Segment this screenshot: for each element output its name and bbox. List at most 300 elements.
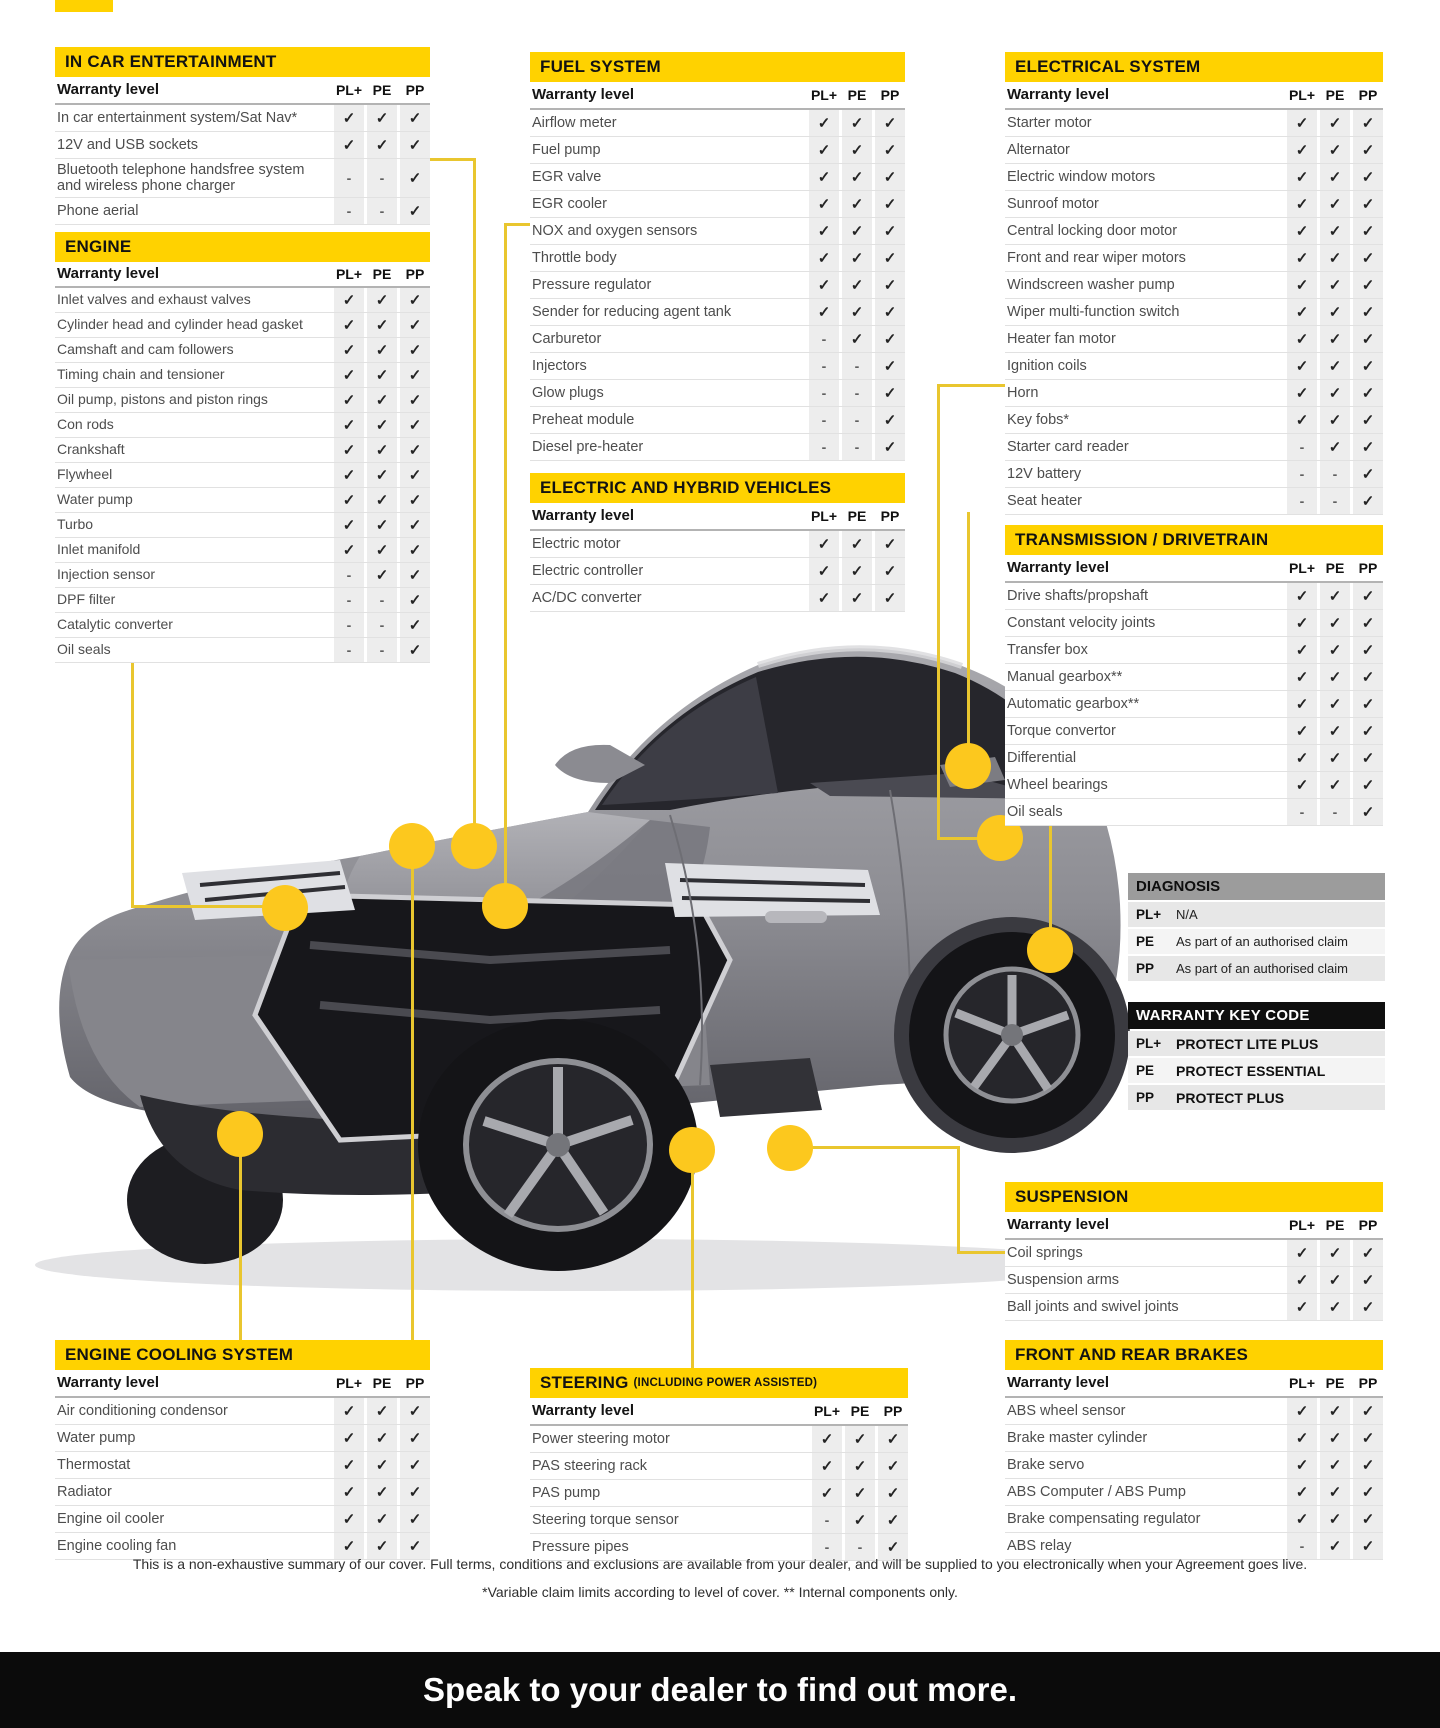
table-row [530, 1453, 908, 1480]
check-mark-icon: ✓ [334, 388, 364, 412]
column-label-PE: PE [850, 1403, 870, 1419]
diagnosis-text: As part of an authorised claim [1176, 934, 1348, 949]
column-label-PP: PP [880, 508, 900, 524]
table-row [1005, 1398, 1383, 1425]
not-covered-mark: - [809, 407, 839, 433]
table-title: ELECTRICAL SYSTEM [1015, 57, 1201, 76]
connector-line [504, 223, 507, 908]
row-label: ABS relay [1007, 1537, 1072, 1554]
table-row [530, 299, 905, 326]
table-row [1005, 1240, 1383, 1267]
check-mark-icon: ✓ [845, 1480, 875, 1506]
row-label: PAS steering rack [532, 1457, 647, 1474]
check-mark-icon: ✓ [400, 1506, 430, 1532]
front-hub [546, 1133, 570, 1157]
row-label: Drive shafts/propshaft [1007, 587, 1149, 604]
connector-line [473, 158, 476, 848]
check-mark-icon: ✓ [1287, 610, 1317, 636]
check-mark-icon: ✓ [400, 1425, 430, 1451]
check-mark-icon: ✓ [334, 1506, 364, 1532]
check-mark-icon: ✓ [842, 531, 872, 557]
check-mark-icon: ✓ [1320, 610, 1350, 636]
check-mark-icon: ✓ [809, 110, 839, 136]
table-row [530, 272, 905, 299]
check-mark-icon: ✓ [1353, 461, 1383, 487]
check-mark-icon: ✓ [1287, 191, 1317, 217]
table-in-car-entertainment [55, 47, 430, 225]
check-mark-icon: ✓ [1353, 407, 1383, 433]
column-label-PL+: PL+ [335, 1375, 363, 1391]
connector-line [937, 384, 940, 840]
table-row [1005, 137, 1383, 164]
row-label: Cylinder head and cylinder head gasket [57, 316, 303, 333]
table-row [1005, 772, 1383, 799]
not-covered-mark: - [1287, 799, 1317, 825]
table-row [55, 159, 430, 198]
check-mark-icon: ✓ [367, 538, 397, 562]
table-title: ENGINE COOLING SYSTEM [65, 1345, 294, 1364]
diagnosis-panel [1128, 873, 1385, 981]
row-label: Diesel pre-heater [532, 438, 644, 455]
not-covered-mark: - [1320, 461, 1350, 487]
check-mark-icon: ✓ [1320, 691, 1350, 717]
check-mark-icon: ✓ [1353, 110, 1383, 136]
check-mark-icon: ✓ [809, 272, 839, 298]
column-label-PP: PP [1358, 560, 1378, 576]
check-mark-icon: ✓ [875, 245, 905, 271]
cropped-header-fragment [55, 0, 113, 12]
check-mark-icon: ✓ [1287, 1452, 1317, 1478]
column-header-row [530, 1398, 908, 1426]
check-mark-icon: ✓ [1353, 718, 1383, 744]
diagnosis-row [1128, 902, 1385, 927]
table-row [1005, 272, 1383, 299]
column-label-PE: PE [847, 87, 867, 103]
dealer-cta-text: Speak to your dealer to find out more. [422, 1671, 1018, 1708]
diagnosis-title: DIAGNOSIS [1128, 873, 1385, 900]
table-row [55, 463, 430, 488]
table-row [55, 1452, 430, 1479]
check-mark-icon: ✓ [334, 413, 364, 437]
check-mark-icon: ✓ [809, 191, 839, 217]
callout-dot-suspension [767, 1125, 813, 1171]
diagnosis-text: N/A [1176, 907, 1198, 922]
not-covered-mark: - [334, 198, 364, 224]
not-covered-mark: - [812, 1507, 842, 1533]
row-label: Power steering motor [532, 1430, 670, 1447]
table-electrical-system [1005, 52, 1383, 515]
not-covered-mark: - [812, 1534, 842, 1560]
table-title: TRANSMISSION / DRIVETRAIN [1015, 530, 1269, 549]
check-mark-icon: ✓ [1353, 610, 1383, 636]
check-mark-icon: ✓ [334, 513, 364, 537]
check-mark-icon: ✓ [400, 105, 430, 131]
check-mark-icon: ✓ [1287, 1294, 1317, 1320]
check-mark-icon: ✓ [878, 1453, 908, 1479]
check-mark-icon: ✓ [1320, 272, 1350, 298]
check-mark-icon: ✓ [367, 513, 397, 537]
check-mark-icon: ✓ [875, 218, 905, 244]
check-mark-icon: ✓ [842, 191, 872, 217]
warranty-code: PE [1136, 934, 1155, 949]
table-title: SUSPENSION [1015, 1187, 1129, 1206]
check-mark-icon: ✓ [845, 1426, 875, 1452]
check-mark-icon: ✓ [334, 105, 364, 131]
check-mark-icon: ✓ [1287, 664, 1317, 690]
warranty-code: PP [1136, 961, 1155, 976]
warranty-code: PP [1136, 1090, 1155, 1105]
check-mark-icon: ✓ [1320, 772, 1350, 798]
row-label: Transfer box [1007, 641, 1088, 658]
check-mark-icon: ✓ [1320, 1294, 1350, 1320]
check-mark-icon: ✓ [367, 1398, 397, 1424]
check-mark-icon: ✓ [334, 1452, 364, 1478]
row-label: Engine oil cooler [57, 1510, 165, 1527]
check-mark-icon: ✓ [1287, 1267, 1317, 1293]
row-label: Phone aerial [57, 203, 139, 220]
column-label-PL+: PL+ [1288, 1375, 1316, 1391]
check-mark-icon: ✓ [367, 288, 397, 312]
table-row [1005, 191, 1383, 218]
check-mark-icon: ✓ [809, 558, 839, 584]
check-mark-icon: ✓ [1353, 1506, 1383, 1532]
table-engine-cooling [55, 1340, 430, 1560]
check-mark-icon: ✓ [400, 198, 430, 224]
not-covered-mark: - [367, 198, 397, 224]
row-label: Injection sensor [57, 566, 156, 583]
check-mark-icon: ✓ [334, 1479, 364, 1505]
callout-dot-engine-cooling-hood [389, 823, 435, 869]
row-label: Heater fan motor [1007, 330, 1116, 347]
check-mark-icon: ✓ [1353, 488, 1383, 514]
check-mark-icon: ✓ [1287, 583, 1317, 609]
check-mark-icon: ✓ [1320, 664, 1350, 690]
warranty-level-label: Warranty level [1007, 1215, 1109, 1233]
check-mark-icon: ✓ [1353, 164, 1383, 190]
check-mark-icon: ✓ [1287, 272, 1317, 298]
table-row [1005, 326, 1383, 353]
callout-dot-engine [262, 885, 308, 931]
row-label: 12V and USB sockets [57, 136, 199, 153]
check-mark-icon: ✓ [875, 299, 905, 325]
table-row [55, 388, 430, 413]
check-mark-icon: ✓ [878, 1480, 908, 1506]
not-covered-mark: - [809, 380, 839, 406]
check-mark-icon: ✓ [809, 299, 839, 325]
warranty-code: PE [1136, 1063, 1155, 1078]
table-row [1005, 664, 1383, 691]
key-code-text: PROTECT LITE PLUS [1176, 1035, 1319, 1052]
check-mark-icon: ✓ [842, 558, 872, 584]
table-row [530, 434, 905, 461]
table-row [55, 413, 430, 438]
column-header-row [1005, 1212, 1383, 1240]
row-label: Throttle body [532, 249, 617, 266]
check-mark-icon: ✓ [842, 245, 872, 271]
connector-line [505, 223, 532, 226]
disclaimer-line-2: *Variable claim limits according to level of cover. ** Internal components only. [482, 1584, 958, 1600]
table-steering [530, 1368, 908, 1561]
row-label: Key fobs* [1007, 411, 1070, 428]
check-mark-icon: ✓ [400, 488, 430, 512]
check-mark-icon: ✓ [875, 558, 905, 584]
table-title-bar [55, 1340, 430, 1370]
check-mark-icon: ✓ [1320, 1533, 1350, 1559]
check-mark-icon: ✓ [1287, 1398, 1317, 1424]
row-label: Pressure pipes [532, 1538, 629, 1555]
check-mark-icon: ✓ [1287, 745, 1317, 771]
check-mark-icon: ✓ [875, 380, 905, 406]
row-label: ABS wheel sensor [1007, 1402, 1126, 1419]
table-row [55, 588, 430, 613]
door-handle [765, 911, 827, 923]
check-mark-icon: ✓ [1353, 1240, 1383, 1266]
table-row [55, 613, 430, 638]
check-mark-icon: ✓ [812, 1480, 842, 1506]
check-mark-icon: ✓ [1353, 218, 1383, 244]
row-label: Central locking door motor [1007, 222, 1178, 239]
not-covered-mark: - [1287, 434, 1317, 460]
row-label: Thermostat [57, 1456, 131, 1473]
table-title-bar [1005, 1182, 1383, 1212]
check-mark-icon: ✓ [400, 463, 430, 487]
column-header-row [1005, 82, 1383, 110]
not-covered-mark: - [367, 159, 397, 197]
warranty-level-label: Warranty level [57, 1373, 159, 1391]
not-covered-mark: - [842, 353, 872, 379]
table-row [55, 563, 430, 588]
check-mark-icon: ✓ [1287, 1425, 1317, 1451]
check-mark-icon: ✓ [842, 110, 872, 136]
connector-line [957, 1251, 1007, 1254]
table-row [1005, 164, 1383, 191]
diagnosis-row [1128, 929, 1385, 954]
column-label-PL+: PL+ [335, 266, 363, 282]
warranty-level-label: Warranty level [1007, 1373, 1109, 1391]
table-title: FUEL SYSTEM [540, 57, 661, 76]
check-mark-icon: ✓ [875, 531, 905, 557]
check-mark-icon: ✓ [1353, 691, 1383, 717]
warranty-level-label: Warranty level [1007, 85, 1109, 103]
warranty-code: PL+ [1136, 907, 1162, 922]
row-label: Flywheel [57, 466, 113, 483]
check-mark-icon: ✓ [1353, 772, 1383, 798]
table-row [530, 326, 905, 353]
check-mark-icon: ✓ [400, 563, 430, 587]
not-covered-mark: - [1320, 488, 1350, 514]
check-mark-icon: ✓ [400, 588, 430, 612]
check-mark-icon: ✓ [1353, 1267, 1383, 1293]
warranty-level-label: Warranty level [532, 85, 634, 103]
connector-line [937, 384, 1007, 387]
check-mark-icon: ✓ [1353, 664, 1383, 690]
row-label: Sender for reducing agent tank [532, 303, 732, 320]
column-label-PP: PP [883, 1403, 903, 1419]
connector-line [790, 1146, 960, 1149]
check-mark-icon: ✓ [400, 1452, 430, 1478]
row-label: Bluetooth telephone handsfree system and wireless phone charger [57, 162, 305, 195]
table-row [55, 1479, 430, 1506]
check-mark-icon: ✓ [812, 1426, 842, 1452]
row-label: Inlet valves and exhaust valves [57, 291, 251, 308]
check-mark-icon: ✓ [875, 353, 905, 379]
check-mark-icon: ✓ [1353, 1533, 1383, 1559]
disclaimer-line-1: This is a non-exhaustive summary of our cover. Full terms, conditions and exclusions are available from your dealer, and will be supplied to you electronically when your Agreement goes live. [132, 1556, 1308, 1572]
table-front-rear-brakes [1005, 1340, 1383, 1560]
table-title: STEERING [540, 1373, 629, 1392]
not-covered-mark: - [367, 613, 397, 637]
check-mark-icon: ✓ [1320, 1240, 1350, 1266]
column-label-PP: PP [1358, 87, 1378, 103]
row-label: Alternator [1007, 141, 1070, 158]
row-label: Air conditioning condensor [57, 1402, 228, 1419]
callout-dot-transmission [1027, 927, 1073, 973]
check-mark-icon: ✓ [809, 531, 839, 557]
table-row [1005, 434, 1383, 461]
row-label: Water pump [57, 491, 133, 508]
not-covered-mark: - [845, 1534, 875, 1560]
row-label: Windscreen washer pump [1007, 276, 1175, 293]
check-mark-icon: ✓ [1320, 637, 1350, 663]
check-mark-icon: ✓ [334, 1398, 364, 1424]
table-title-bar [55, 47, 430, 77]
check-mark-icon: ✓ [1353, 299, 1383, 325]
row-label: Sunroof motor [1007, 195, 1099, 212]
row-label: Starter motor [1007, 114, 1092, 131]
check-mark-icon: ✓ [809, 164, 839, 190]
column-label-PE: PE [1325, 1375, 1345, 1391]
row-label: Pressure regulator [532, 276, 652, 293]
table-electric-hybrid [530, 473, 905, 612]
check-mark-icon: ✓ [842, 272, 872, 298]
table-row [55, 338, 430, 363]
check-mark-icon: ✓ [400, 338, 430, 362]
check-mark-icon: ✓ [1287, 137, 1317, 163]
column-label-PL+: PL+ [1288, 87, 1316, 103]
table-row [530, 245, 905, 272]
check-mark-icon: ✓ [842, 299, 872, 325]
row-label: Coil springs [1007, 1244, 1083, 1261]
check-mark-icon: ✓ [400, 363, 430, 387]
check-mark-icon: ✓ [842, 585, 872, 611]
row-label: Torque convertor [1007, 722, 1116, 739]
check-mark-icon: ✓ [334, 463, 364, 487]
column-label-PE: PE [1325, 560, 1345, 576]
row-label: Wiper multi-function switch [1007, 303, 1180, 320]
column-header-row [530, 503, 905, 531]
key-code-row [1128, 1085, 1385, 1110]
row-label: Glow plugs [532, 384, 604, 401]
check-mark-icon: ✓ [1353, 637, 1383, 663]
check-mark-icon: ✓ [1320, 164, 1350, 190]
table-row [1005, 583, 1383, 610]
check-mark-icon: ✓ [1320, 110, 1350, 136]
check-mark-icon: ✓ [875, 407, 905, 433]
table-row [1005, 218, 1383, 245]
check-mark-icon: ✓ [1353, 1425, 1383, 1451]
check-mark-icon: ✓ [875, 434, 905, 460]
connector-line [239, 1134, 242, 1342]
check-mark-icon: ✓ [1353, 191, 1383, 217]
check-mark-icon: ✓ [1287, 772, 1317, 798]
callout-dot-engine-cooling-grille [217, 1111, 263, 1157]
table-row [55, 638, 430, 663]
check-mark-icon: ✓ [1353, 1452, 1383, 1478]
check-mark-icon: ✓ [878, 1507, 908, 1533]
check-mark-icon: ✓ [1320, 1398, 1350, 1424]
check-mark-icon: ✓ [367, 338, 397, 362]
table-row [530, 191, 905, 218]
table-row [530, 164, 905, 191]
check-mark-icon: ✓ [334, 1533, 364, 1559]
check-mark-icon: ✓ [1320, 1479, 1350, 1505]
table-row [1005, 1506, 1383, 1533]
table-title-bar [530, 52, 905, 82]
key-code-row [1128, 1058, 1385, 1083]
column-header-row [1005, 555, 1383, 583]
check-mark-icon: ✓ [842, 164, 872, 190]
table-row [1005, 353, 1383, 380]
check-mark-icon: ✓ [334, 338, 364, 362]
check-mark-icon: ✓ [842, 218, 872, 244]
row-label: Electric controller [532, 562, 644, 579]
check-mark-icon: ✓ [1353, 1398, 1383, 1424]
row-label: 12V battery [1007, 465, 1082, 482]
table-title-bar [1005, 525, 1383, 555]
column-header-row [55, 262, 430, 288]
table-row [530, 353, 905, 380]
table-row [55, 438, 430, 463]
not-covered-mark: - [1320, 799, 1350, 825]
column-label-PE: PE [1325, 87, 1345, 103]
row-label: Airflow meter [532, 114, 617, 131]
table-fuel-system [530, 52, 905, 461]
table-row [1005, 1479, 1383, 1506]
windshield [602, 677, 778, 805]
check-mark-icon: ✓ [1287, 380, 1317, 406]
not-covered-mark: - [1287, 488, 1317, 514]
check-mark-icon: ✓ [1287, 245, 1317, 271]
column-label-PE: PE [847, 508, 867, 524]
table-title: IN CAR ENTERTAINMENT [65, 52, 277, 71]
column-label-PL+: PL+ [1288, 1217, 1316, 1233]
row-label: Automatic gearbox** [1007, 695, 1140, 712]
check-mark-icon: ✓ [367, 413, 397, 437]
check-mark-icon: ✓ [1353, 137, 1383, 163]
callout-dot-in-car-entertainment [451, 823, 497, 869]
row-label: Inlet manifold [57, 541, 141, 558]
row-label: Ball joints and swivel joints [1007, 1298, 1179, 1315]
check-mark-icon: ✓ [1353, 745, 1383, 771]
column-label-PP: PP [1358, 1375, 1378, 1391]
row-label: NOX and oxygen sensors [532, 222, 698, 239]
row-label: Injectors [532, 357, 587, 374]
not-covered-mark: - [842, 407, 872, 433]
row-label: Brake master cylinder [1007, 1429, 1148, 1446]
table-row [530, 218, 905, 245]
column-label-PP: PP [1358, 1217, 1378, 1233]
table-row [55, 1398, 430, 1425]
check-mark-icon: ✓ [400, 1533, 430, 1559]
check-mark-icon: ✓ [1287, 218, 1317, 244]
check-mark-icon: ✓ [334, 438, 364, 462]
row-label: Oil pump, pistons and piston rings [57, 391, 268, 408]
table-row [530, 110, 905, 137]
table-title: ELECTRIC AND HYBRID VEHICLES [540, 478, 832, 497]
key-code-text: PROTECT ESSENTIAL [1176, 1062, 1326, 1079]
check-mark-icon: ✓ [1353, 380, 1383, 406]
check-mark-icon: ✓ [1287, 299, 1317, 325]
